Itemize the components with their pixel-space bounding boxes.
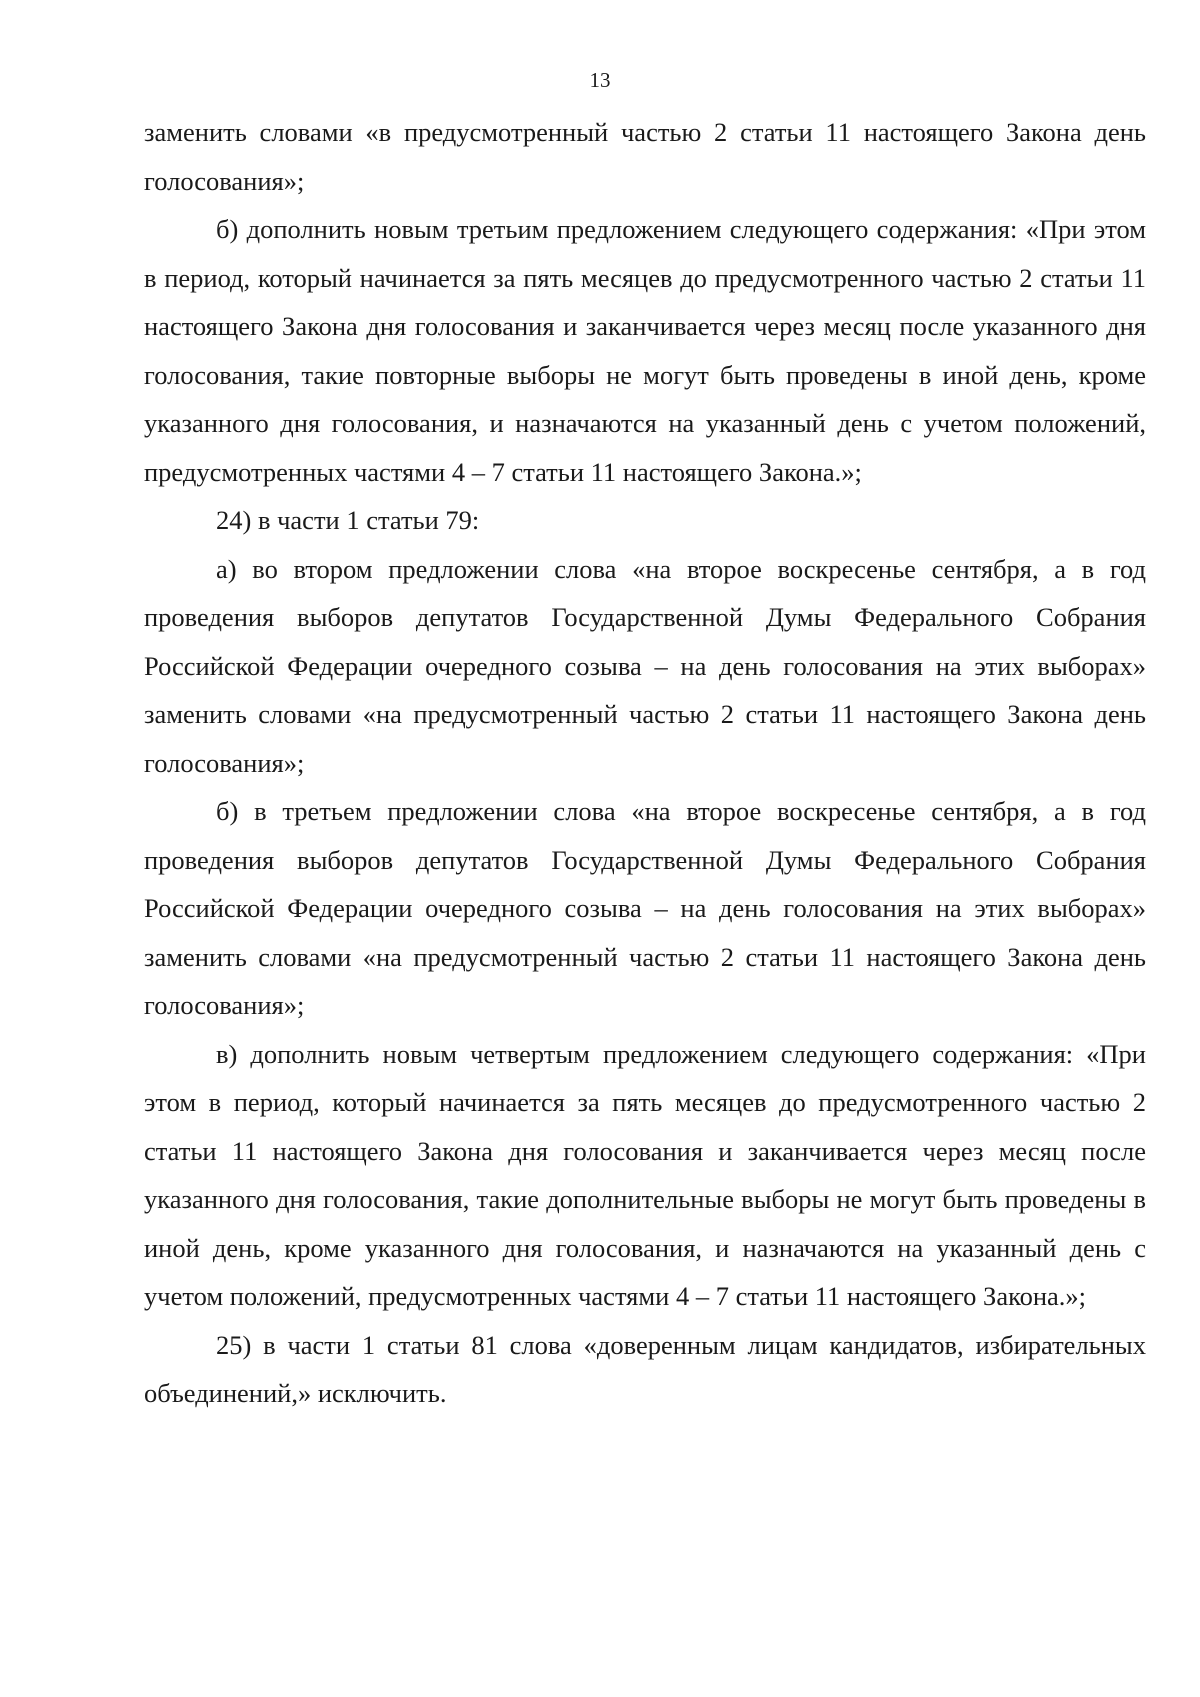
paragraph-item-24: 24) в части 1 статьи 79: xyxy=(216,505,480,535)
document-body xyxy=(144,108,1146,1418)
paragraph-item-a-second-sentence: а) во втором предложении слова «на второе воскресенье сентября, а в год проведения выборов депутатов Государственной Думы Федерального Собрания Российской Федерации очередного созыва – на день голосования на этих выборах» заменить словами «на предусмотренный частью 2 статьи 11 настоящего Закона день голосования»; xyxy=(144,553,1146,778)
paragraph-item-b-repeat-elections: б) дополнить новым третьим предложением следующего содержания: «При этом в период, который начинается за пять месяцев до предусмотренного частью 2 статьи 11 настоящего Закона дня голосования и заканчивается через месяц после указанного дня голосования, такие повторные выборы не могут быть проведены в иной день, кроме указанного дня голосования, и назначаются на указанный день с учетом положений, предусмотренных частями 4 – 7 статьи 11 настоящего Закона.»; xyxy=(144,214,1146,487)
paragraph-item-b-third-sentence: б) в третьем предложении слова «на второе воскресенье сентября, а в год проведения выборов депутатов Государственной Думы Федерального Собрания Российской Федерации очередного созыва – на день голосования на этих выборах» заменить словами «на предусмотренный частью 2 статьи 11 настоящего Закона день голосования»; xyxy=(144,796,1146,1020)
paragraph-item-25: 25) в части 1 статьи 81 слова «доверенным лицам кандидатов, избирательных объединений,» исключить. xyxy=(144,1329,1146,1408)
paragraph-continuation: заменить словами «в предусмотренный частью 2 статьи 11 настоящего Закона день голосования»; xyxy=(144,117,1146,196)
page-number: 13 xyxy=(589,68,611,92)
paragraph-item-v-fourth-sentence: в) дополнить новым четвертым предложением следующего содержания: «При этом в период, который начинается за пять месяцев до предусмотренного частью 2 статьи 11 настоящего Закона дня голосования и заканчивается через месяц после указанного дня голосования, такие дополнительные выборы не могут быть проведены в иной день, кроме указанного дня голосования, и назначаются на указанный день с учетом положений, предусмотренных частями 4 – 7 статьи 11 настоящего Закона.»; xyxy=(144,1038,1146,1311)
